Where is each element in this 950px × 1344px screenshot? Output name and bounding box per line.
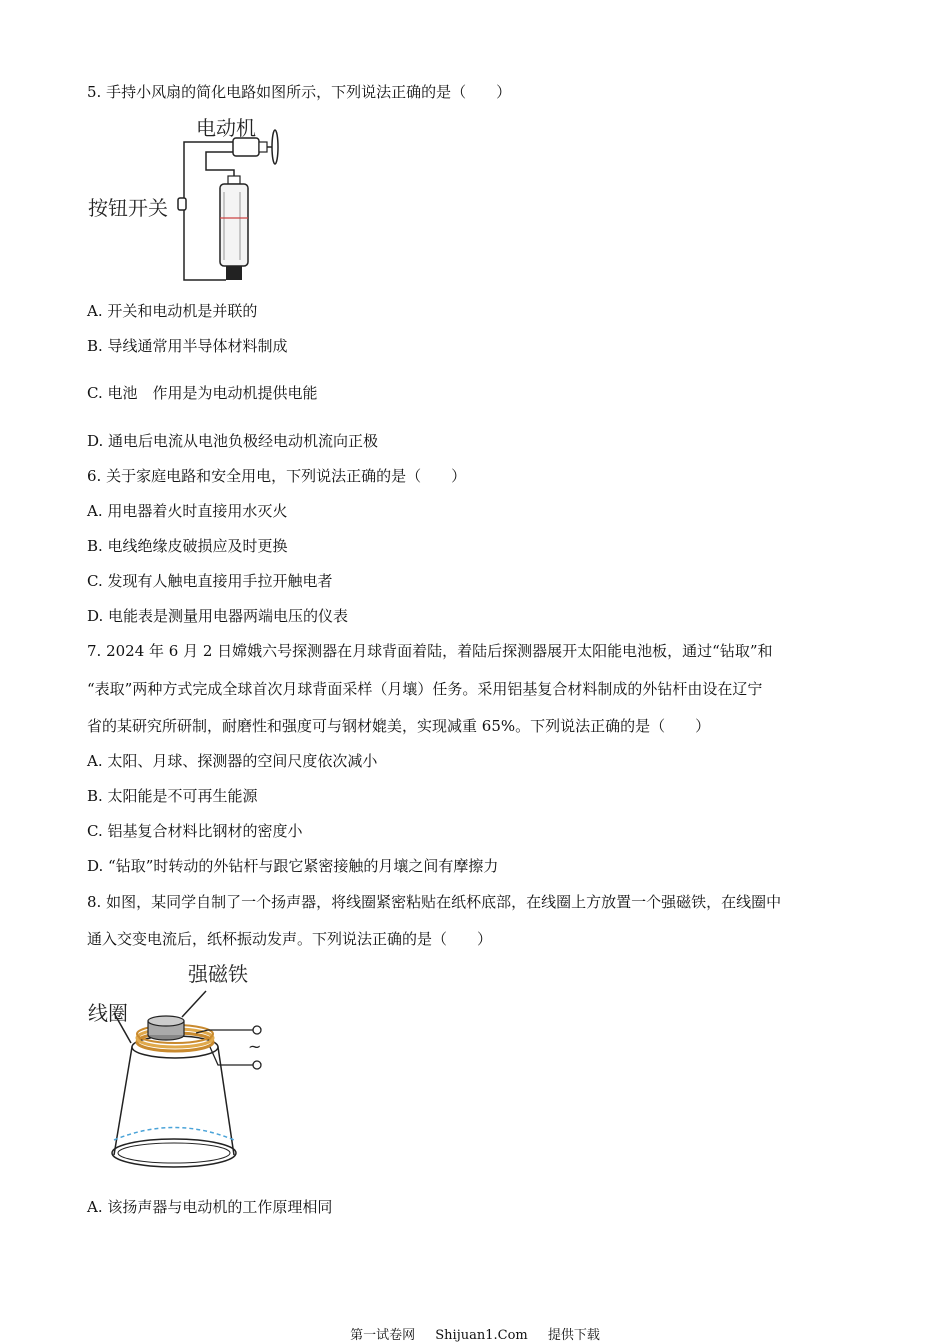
q7-option-d: D. “钻取”时转动的外钻杆与跟它紧密接触的月壤之间有摩擦力 [87,857,499,875]
fan-blade [272,130,278,164]
q6-option-c: C. 发现有人触电直接用手拉开触电者 [87,572,333,590]
page-footer [0,1324,950,1343]
motor-label: 电动机 [196,116,256,140]
terminal-top [253,1026,261,1034]
q7-option-a: A. 太阳、月球、探测器的空间尺度依次减小 [87,752,378,770]
cup-rim-dashed [114,1128,234,1141]
q8-speaker-figure [86,955,276,1175]
q8-stem-line-2: 通入交变电流后，纸杯振动发声。下列说法正确的是（ ） [87,930,493,948]
q5-option-b: B. 导线通常用半导体材料制成 [87,337,288,355]
speaker-diagram [86,955,276,1175]
q6-option-a: A. 用电器着火时直接用水灭火 [87,502,288,520]
q8-stem-line-1: 8. 如图，某同学自制了一个扬声器，将线圈紧密粘贴在纸杯底部，在线圈上方放置一个强磁铁，在线圈中 [87,893,782,911]
q5-option-d: D. 通电后电流从电池负极经电动机流向正极 [87,432,379,450]
q6-option-d: D. 电能表是测量用电器两端电压的仪表 [87,607,349,625]
footer-site-cn: 第一试卷网 [350,1328,416,1343]
footer-note: 提供下载 [547,1328,600,1343]
switch-label: 按钮开关 [88,196,168,220]
coil-label: 线圈 [88,1001,128,1025]
q7-stem-line-3: 省的某研究所研制，耐磨性和强度可与钢材媲美，实现减重 65%。下列说法正确的是（ ） [87,717,711,735]
battery-base [226,266,242,280]
q6-option-b: B. 电线绝缘皮破损应及时更换 [87,537,288,555]
q5-circuit-figure [86,112,296,287]
terminal-bottom [253,1061,261,1069]
magnet-shape [148,1016,184,1026]
q7-stem-line-2: “表取”两种方式完成全球首次月球背面采样（月壤）任务。采用铝基复合材料制成的外钻杆由设在辽宁 [87,680,763,698]
magnet-label: 强磁铁 [188,962,248,986]
ac-symbol: ~ [248,1037,262,1056]
footer-site-en: Shijuan1.Com [435,1328,528,1343]
q5-stem: 5. 手持小风扇的简化电路如图所示，下列说法正确的是（ ） [87,83,512,101]
q8-option-a: A. 该扬声器与电动机的工作原理相同 [87,1198,333,1216]
button-switch-shape [178,198,186,210]
q7-stem-line-1: 7. 2024 年 6 月 2 日嫦娥六号探测器在月球背面着陆，着陆后探测器展开太阳能电池板，通过“钻取”和 [87,642,773,660]
q7-option-c: C. 铝基复合材料比钢材的密度小 [87,822,303,840]
q6-stem: 6. 关于家庭电路和安全用电，下列说法正确的是（ ） [87,467,467,485]
q5-option-a: A. 开关和电动机是并联的 [87,302,258,320]
q5-option-c: C. 电池 作用是为电动机提供电能 [87,384,318,402]
q7-option-b: B. 太阳能是不可再生能源 [87,787,258,805]
